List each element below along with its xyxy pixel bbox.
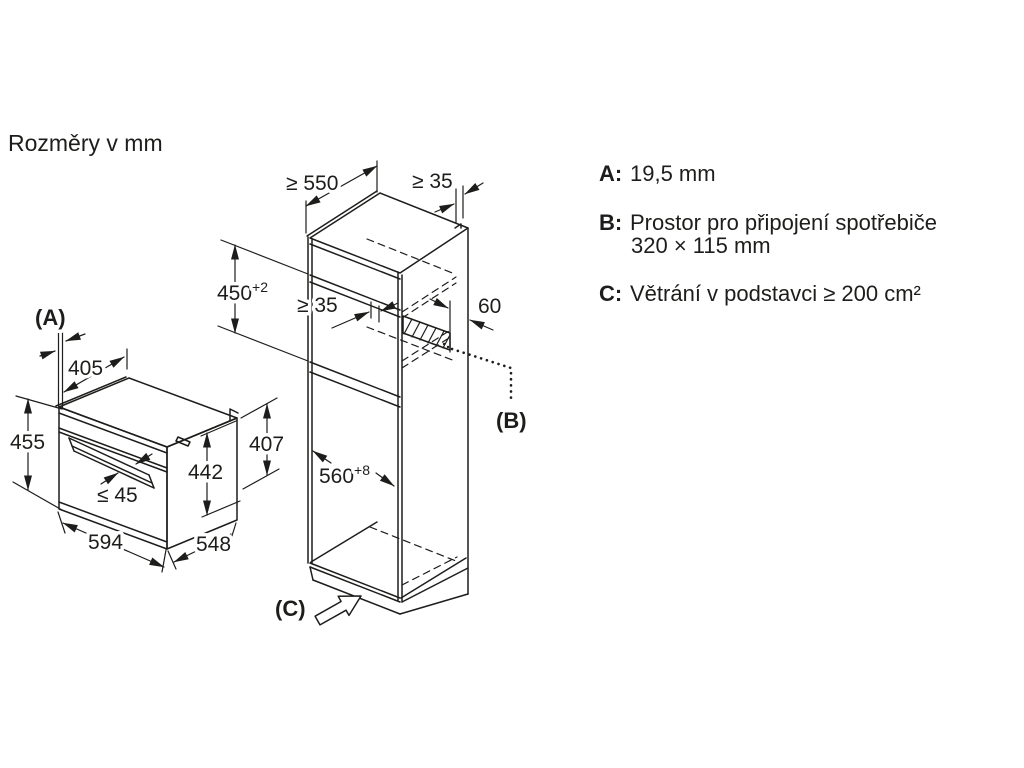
dim-label-455: 455 [10, 431, 46, 454]
legend-text-c: Větrání v podstavci ≥ 200 cm² [630, 281, 921, 306]
dim-label-60: 60 [478, 295, 502, 318]
legend-text-a: 19,5 mm [630, 161, 716, 186]
dim-label-35-mid: ≥ 35 [297, 294, 338, 317]
cabinet-label-b: (B) [496, 408, 527, 433]
legend-key-c: C: [599, 281, 623, 306]
dim-label-594: 594 [88, 531, 124, 554]
dim-label-450: $450^{+2}$ [217, 279, 269, 305]
dim-label-407: 407 [249, 433, 285, 456]
dim-label-442: 442 [188, 461, 224, 484]
oven-label-a: (A) [35, 305, 66, 330]
legend-text-b2: 320 × 115 mm [631, 233, 771, 258]
page-title: Rozměry v mm [8, 130, 163, 156]
dim-label-405: 405 [68, 357, 104, 380]
legend-text-b: Prostor pro připojení spotřebiče [630, 210, 937, 235]
dim-label-35-top: ≥ 35 [412, 170, 453, 193]
cabinet-label-c: (C) [275, 596, 306, 621]
dim-label-550: ≥ 550 [286, 172, 339, 195]
dim-label-560: $560^{+8}$ [319, 462, 371, 488]
legend-key-b: B: [599, 210, 623, 235]
dim-label-handle-45: ≤ 45 [97, 484, 138, 507]
dim-label-548: 548 [196, 533, 232, 556]
legend-key-a: A: [599, 161, 623, 186]
